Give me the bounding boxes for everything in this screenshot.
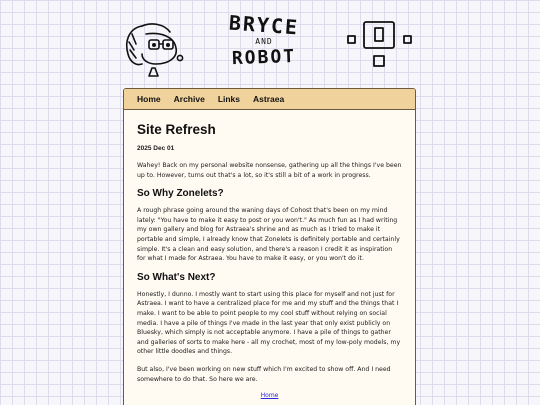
post-date: 2025 Dec 01 (137, 145, 175, 152)
post-intro: Wahey! Back on my personal website nonsense, gathering up all the things I've been up to. However, turns out that's a lot, so it's still a bit of a work in progress. (137, 162, 402, 179)
robot-doodle-icon (344, 16, 416, 72)
section-body-why-zonelets: A rough phrase going around the waning days of Cohost that's been on my mind lately: "You have to make it easy to post or you won't." As much fun as I had writing my own gallery and blog for Astraea's shrine and as much as I tried to make it portable and simple, I already know that Zonelets is definitely portable and certainly simple. It's a clean and easy solution, and there's a reason I credit it as inspiration for what I made for Astraea. You have to make it easy, or you won't do it. (137, 207, 400, 263)
footer-link-home[interactable]: Home (260, 392, 279, 400)
footer-nav (137, 392, 402, 399)
post-content (124, 110, 415, 399)
section-body-whats-next-2: But also, I've been working on new stuff which I'm excited to show off. And I need somewhere to do that. So here we are. (137, 365, 391, 383)
post-title: Site Refresh (137, 122, 216, 137)
content-card (123, 88, 416, 405)
section-heading-why-zonelets: So Why Zonelets? (137, 188, 224, 200)
nav-link-astraea[interactable]: Astraea (253, 94, 285, 104)
section-heading-whats-next: So What's Next? (137, 271, 216, 283)
nav-link-links[interactable]: Links (217, 94, 241, 104)
site-header (0, 0, 540, 88)
site-logo[interactable] (218, 10, 310, 80)
nav-bar (124, 89, 415, 110)
nav-link-archive[interactable]: Archive (173, 94, 205, 104)
nav-link-home[interactable]: Home (137, 94, 161, 104)
logo-word-robot: ROBOT (231, 45, 297, 70)
girl-doodle-icon (120, 14, 190, 80)
logo-word-bryce: BRYCE (228, 10, 300, 40)
logo-word-and: AND (255, 37, 273, 46)
section-body-whats-next-1: Honestly, I dunno. I mostly want to start using this place for myself and not just for Astraea. I want to have a centralized place for me and my stuff and the things that I make. I want to be able to point people to my cool stuff without relying on social media. I have a pile of things I've made in the last year that only exist publicly on Bluesky, which simply is not acceptable anymore. I have a pile of things to gather and galleries of sorts to make here - all my crochet, most of my low-poly models, my other little doodles and things. (137, 290, 401, 356)
